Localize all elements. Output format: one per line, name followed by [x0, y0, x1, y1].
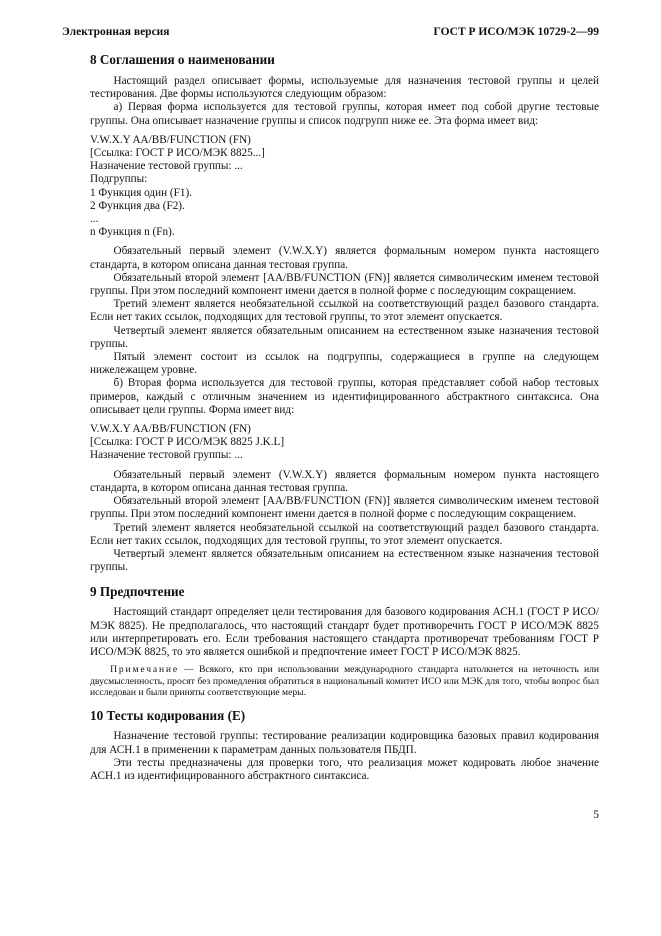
note-label: Примечание: [110, 664, 179, 676]
paragraph: Обязательный второй элемент [AA/BB/FUNCTION (FN)] является символическим именем тестовой группы. При этом последний компонент имени дается в полной форме с последующим сокращением.: [90, 495, 599, 521]
form-1-line: 2 Функция два (F2).: [90, 199, 185, 212]
section-10-title: 10 Тесты кодирования (E): [90, 708, 246, 724]
form-1-line: V.W.X.Y AA/BB/FUNCTION (FN): [90, 133, 251, 146]
form-2: [90, 423, 599, 463]
paragraph: Четвертый элемент является обязательным описанием на естественном языке назначения тестовой группы.: [90, 324, 599, 350]
paragraph: Четвертый элемент является обязательным описанием на естественном языке назначения тестовой группы.: [90, 547, 599, 574]
paragraph: Обязательный первый элемент (V.W.X.Y) является формальным номером пункта настоящего стандарта, в котором описана данная тестовая группа.: [90, 468, 599, 494]
form-1-line: Назначение тестовой группы: ...: [90, 160, 243, 173]
form-1: [90, 134, 599, 240]
section-9-title: 9 Предпочтение: [90, 584, 185, 600]
form-2-line: Назначение тестовой группы: ...: [90, 449, 243, 462]
header-left: Электронная версия: [62, 26, 170, 38]
form-1-line: [Ссылка: ГОСТ Р ИСО/МЭК 8825...]: [90, 147, 265, 160]
paragraph: Эти тесты предназначены для проверки того, что реализация может кодировать любое значение АСН.1 из идентифицированного абстрактного синтаксиса.: [90, 756, 599, 782]
form-1-line: n Функция n (Fn).: [90, 226, 175, 239]
form-2-line: [Ссылка: ГОСТ Р ИСО/МЭК 8825 J.K.L]: [90, 436, 285, 449]
form-1-line: Подгруппы:: [90, 173, 148, 186]
item-a: а) Первая форма используется для тестовой группы, которая имеет под собой другие тестовые группы. Она описывает назначение группы и список подгрупп ниже ее. Эта форма имеет вид:: [90, 101, 599, 127]
page-number: 5: [593, 809, 599, 821]
section-8-intro: Настоящий раздел описывает формы, используемые для назначения тестовой группы и целей тестирования. Две формы используются следующим образом:: [90, 75, 599, 101]
paragraph: Назначение тестовой группы: тестирование реализации кодировщика базовых правил кодирования для АСН.1 в применении к параметрам данных пользователя ПБДП.: [90, 730, 599, 756]
paragraph: Пятый элемент состоит из ссылок на подгруппы, содержащиеся в группе на следующем нижележащем уровне.: [90, 351, 599, 377]
paragraph: Обязательный второй элемент [AA/BB/FUNCTION (FN)] является символическим именем тестовой группы. При этом последний компонент имени дается в полной форме с последующим сокращением.: [90, 271, 599, 298]
section-9-paragraph: Настоящий стандарт определяет цели тестирования для базового кодирования АСН.1 (ГОСТ Р ИСО/МЭК 8825). Не предполагалось, что настоящий стандарт будет противоречить ГОСТ Р ИСО/МЭК 8825 или интерпретировать его. Если требования настоящего стандарта противоречат требованиям ГОСТ Р ИСО/МЭК 8825, то это является ошибкой и предпочтение имеет ГОСТ Р ИСО/МЭК 8825.: [90, 606, 599, 658]
form-1-line: ...: [90, 213, 99, 226]
item-b: б) Вторая форма используется для тестовой группы, которая представляет собой набор тестовых примеров, каждый с отличным значением из идентифицированного абстрактного синтаксиса. Она описывает цели группы. Форма имеет вид:: [90, 377, 599, 416]
note-text: — Всякого, кто при использовании международного стандарта натолкнется на неточность или двусмысленность, просят без промедления обратиться в национальный комитет ИСО или МЭК для того, чтобы вопрос был исследован и были приняты соответствующие меры.: [90, 664, 599, 698]
header-right: ГОСТ Р ИСО/МЭК 10729-2—99: [433, 26, 599, 38]
note: [90, 664, 599, 698]
form-2-line: V.W.X.Y AA/BB/FUNCTION (FN): [90, 423, 251, 436]
page-body: [90, 52, 599, 783]
paragraph: Третий элемент является необязательной ссылкой на соответствующий раздел базового стандарта. Если нет таких ссылок, подходящих для тестовой группы, то этот элемент опускается.: [90, 298, 599, 324]
paragraph: Третий элемент является необязательной ссылкой на соответствующий раздел базового стандарта. Если нет таких ссылок, подходящих для тестовой группы, то этот элемент опускается.: [90, 521, 599, 547]
paragraph: Обязательный первый элемент (V.W.X.Y) является формальным номером пункта настоящего стандарта, в котором описана данная тестовая группа.: [90, 245, 599, 271]
form-1-line: 1 Функция один (F1).: [90, 186, 192, 199]
section-8-title: 8 Соглашения о наименовании: [90, 52, 275, 67]
